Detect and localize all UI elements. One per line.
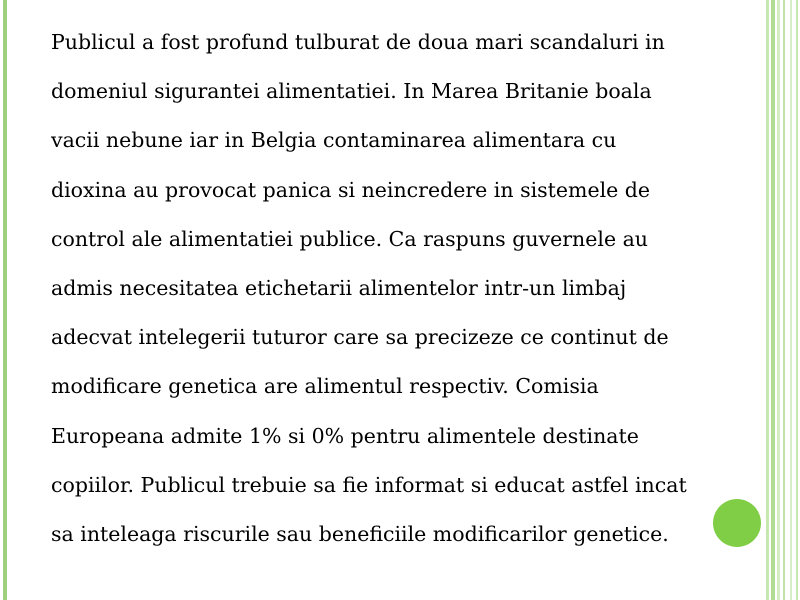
body-paragraph <box>51 18 771 559</box>
text-line-2: domeniul sigurantei alimentatiei. In Marea Britanie boala <box>51 79 652 104</box>
text-line-6: admis necesitatea etichetarii alimentelor intr-un limbaj <box>51 276 627 301</box>
text-line-4: dioxina au provocat panica si neincredere in sistemele de <box>51 177 651 202</box>
text-line-3: vacii nebune iar in Belgia contaminarea alimentara cu <box>51 128 617 153</box>
text-line-5: control ale alimentatiei publice. Ca raspuns guvernele au <box>51 226 649 251</box>
text-line-1: Publicul a fost profund tulburat de doua mari scandaluri in <box>51 30 665 54</box>
text-line-10: copiilor. Publicul trebuie sa fie informat si educat astfel incat <box>51 472 687 497</box>
stripe-3 <box>777 0 780 600</box>
right-decorative-stripes <box>766 0 800 600</box>
stripe-2 <box>771 0 775 600</box>
text-line-11: sa inteleaga riscurile sau beneficiile modificarilor genetice. <box>51 522 669 547</box>
left-border-line <box>3 0 7 600</box>
stripe-5 <box>790 0 792 600</box>
stripe-6 <box>796 0 798 600</box>
stripe-4 <box>783 0 785 600</box>
text-line-9: Europeana admite 1% si 0% pentru alimentele destinate <box>51 423 639 448</box>
text-line-7: adecvat intelegerii tuturor care sa precizeze ce continut de <box>51 325 669 350</box>
text-line-8: modificare genetica are alimentul respectiv. Comisia <box>51 374 599 399</box>
